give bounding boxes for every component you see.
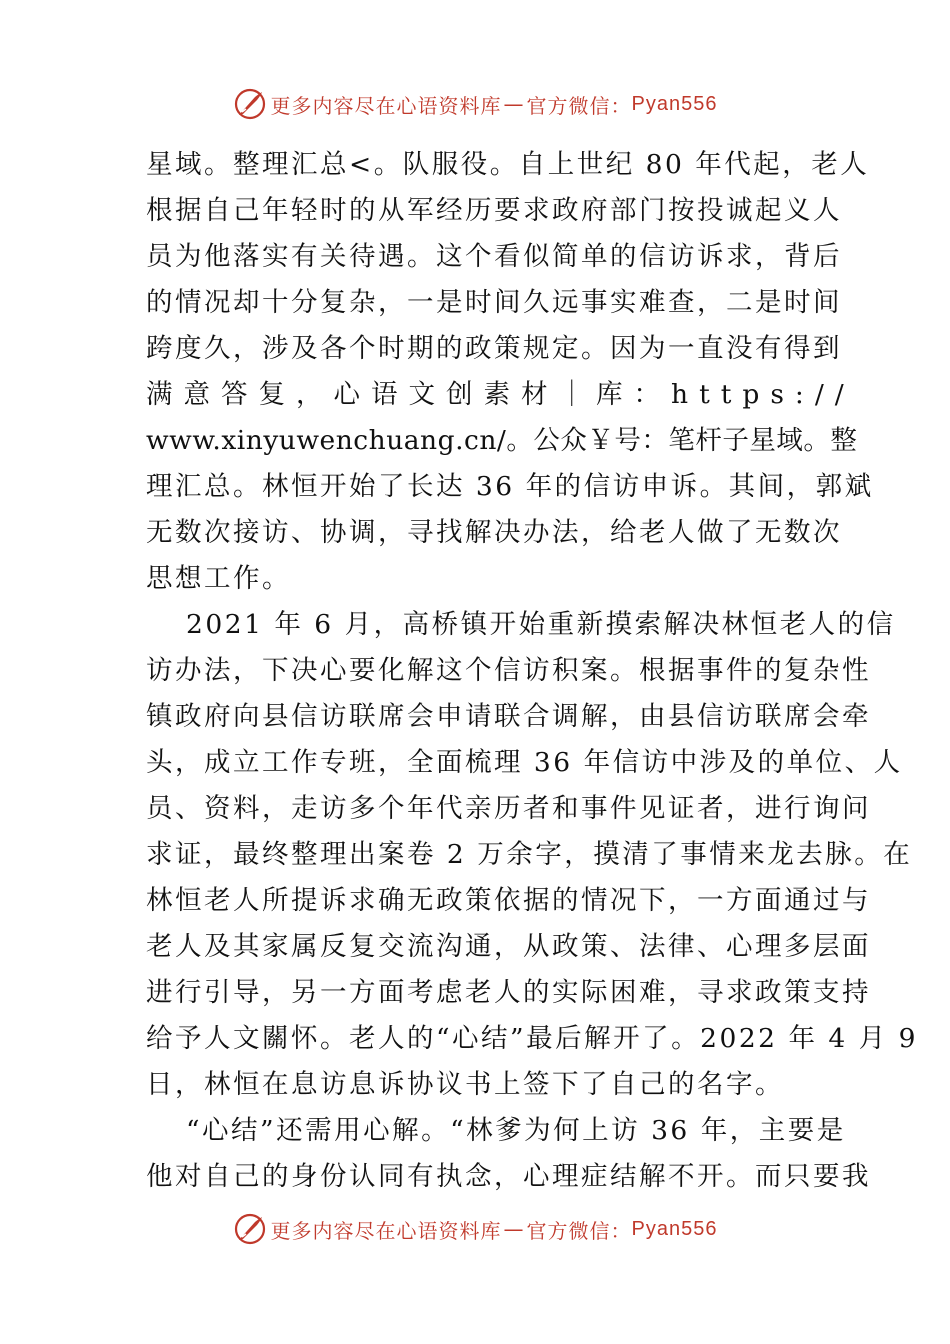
paragraph-2	[146, 602, 918, 1108]
text-line: 员为他落实有关待遇。这个看似简单的信访诉求，背后	[146, 241, 842, 272]
text-line: 日，林恒在息访息诉协议书上签下了自己的名字。	[146, 1069, 784, 1100]
text-line: 员、资料，走访多个年代亲历者和事件见证者，进行询问	[146, 793, 871, 824]
footer-wechat-id: Pyan556	[631, 1217, 718, 1240]
header-wechat-id: Pyan556	[631, 92, 718, 115]
paragraph-1	[146, 142, 874, 602]
text-line: 给予人文關怀。老人的“心结”最后解开了。2022 年 4 月 9	[146, 1023, 918, 1054]
text-line: 理汇总。林恒开始了长达 36 年的信访申诉。其间，郭斌	[146, 471, 874, 502]
text-line: 访办法，下决心要化解这个信访积案。根据事件的复杂性	[146, 655, 871, 686]
text-line: 他对自己的身份认同有执念，心理症结解不开。而只要我	[146, 1161, 871, 1192]
footer-banner-text: 更多内容尽在心语资料库	[270, 1218, 502, 1243]
text-line: 2021 年 6 月，高桥镇开始重新摸索解决林恒老人的信	[186, 609, 896, 640]
document-body	[146, 142, 918, 1200]
text-line: 的情况却十分复杂，一是时间久远事实难查，二是时间	[146, 287, 842, 318]
text-line: 满意答复，心语文创素材｜库：https://	[146, 379, 855, 410]
text-line: 求证，最终整理出案卷 2 万余字，摸清了事情来龙去脉。在	[146, 839, 913, 870]
footer-wechat-label: 官方微信：	[526, 1218, 632, 1243]
header-banner-separator: —	[503, 92, 525, 116]
paragraph-3	[146, 1108, 871, 1200]
text-line: www.xinyuwenchuang.cn/。公众￥号：笔杆子星域。整	[146, 425, 858, 456]
header-banner	[0, 84, 950, 124]
quill-logo-icon	[233, 87, 267, 121]
header-banner-text: 更多内容尽在心语资料库	[270, 93, 502, 118]
text-line: 跨度久，涉及各个时期的政策规定。因为一直没有得到	[146, 333, 842, 364]
text-line: 林恒老人所提诉求确无政策依据的情况下，一方面通过与	[146, 885, 871, 916]
text-line: 头，成立工作专班，全面梳理 36 年信访中涉及的单位、人	[146, 747, 903, 778]
header-wechat-label: 官方微信：	[526, 93, 632, 118]
footer-banner	[0, 1209, 950, 1249]
text-line: 根据自己年轻时的从军经历要求政府部门按投诚起义人	[146, 195, 842, 226]
text-line: “心结”还需用心解。“林爹为何上访 36 年，主要是	[186, 1115, 846, 1146]
text-line: 无数次接访、协调，寻找解决办法，给老人做了无数次	[146, 517, 842, 548]
text-line: 思想工作。	[146, 563, 291, 594]
text-line: 镇政府向县信访联席会申请联合调解，由县信访联席会牵	[146, 701, 871, 732]
text-line: 老人及其家属反复交流沟通，从政策、法律、心理多层面	[146, 931, 871, 962]
text-line: 星域。整理汇总<。队服役。自上世纪 80 年代起，老人	[146, 149, 870, 180]
footer-banner-separator: —	[503, 1217, 525, 1241]
quill-logo-icon	[233, 1212, 267, 1246]
text-line: 进行引导，另一方面考虑老人的实际困难，寻求政策支持	[146, 977, 871, 1008]
